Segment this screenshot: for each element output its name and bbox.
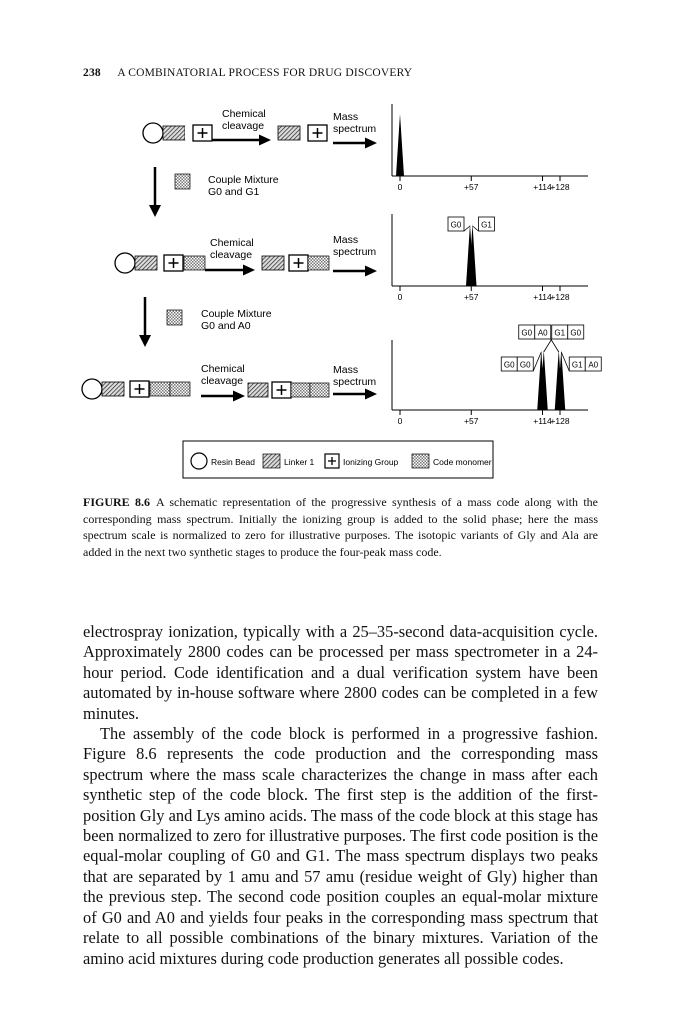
row-3-bead-construct: [82, 379, 190, 399]
coupling-1-line-2: G0 and G1: [208, 186, 260, 198]
legend-resin-bead-icon: [191, 453, 207, 469]
peak-label: G0: [570, 328, 582, 338]
spectrum-label-1b: spectrum: [333, 123, 377, 135]
cleavage-label-1a: Chemical: [222, 108, 266, 120]
peak-label: G1: [554, 328, 566, 338]
spectrum-label-2a: Mass: [333, 234, 359, 246]
cleavage-label-2b: cleavage: [210, 249, 253, 261]
coupling-1-line-1: Couple Mixture: [208, 174, 279, 186]
spectrum-tick-label: +57: [464, 182, 479, 192]
row-1-bead-construct: [143, 123, 212, 143]
mass-spectrum-1: [392, 104, 588, 192]
code-monomer-icon: [175, 174, 190, 189]
spectrum-tick-label: +57: [464, 292, 479, 302]
resin-bead-icon: [143, 123, 163, 143]
peak-label: G0: [521, 328, 533, 338]
mass-spectrum-2: [392, 214, 588, 302]
coupling-2-line-1: Couple Mixture: [201, 308, 272, 320]
spectrum-label-2b: spectrum: [333, 246, 377, 258]
body-paragraph-1: electrospray ionization, typically with a 25–35-second data-acquisition cycle. Approximately 2800 codes can be processed per mass spectrometer in a 24-hour period. Code identification and a dual verification system have been automated by in-house software where 2800 codes can be completed in a few minutes.: [83, 622, 598, 723]
spectrum-tick-label: +114: [533, 292, 552, 302]
peak-label: A0: [588, 360, 599, 370]
running-title: A COMBINATORIAL PROCESS FOR DRUG DISCOVERY: [117, 67, 413, 79]
row-3-cleavage-arrow: [201, 363, 245, 402]
legend-code-monomer-icon: [412, 454, 429, 468]
spectrum-label-3b: spectrum: [333, 376, 377, 388]
row-1-cleavage-arrow: [212, 108, 271, 146]
spectrum-tick-label: +57: [464, 416, 479, 426]
peak-label-leader: [544, 339, 552, 352]
figure-caption: [83, 494, 598, 560]
cleavage-label-3b: cleavage: [201, 375, 244, 387]
page-number: 238: [83, 67, 101, 79]
row-3-spectrum-arrow: [333, 364, 377, 400]
cleavage-label-2a: Chemical: [210, 237, 254, 249]
body-text: [83, 622, 598, 969]
spectrum-tick-label: +114: [533, 182, 552, 192]
figure-8-6: [0, 96, 678, 486]
cleavage-label-1b: cleavage: [222, 120, 265, 132]
legend-code-monomer-label: Code monomer: [433, 457, 492, 467]
peak-label-leader: [464, 226, 470, 231]
spectrum-tick-label: 0: [397, 416, 403, 426]
running-header: [83, 67, 412, 79]
peak-label: G0: [450, 220, 462, 230]
coupling-step-2: [139, 297, 272, 347]
spectrum-tick-label: +114: [533, 416, 552, 426]
spectrum-tick-label: +128: [550, 416, 570, 426]
coupling-step-1: [149, 167, 279, 217]
row-2-spectrum-arrow: [333, 234, 377, 277]
legend-resin-bead-label: Resin Bead: [211, 457, 255, 467]
spectrum-label-1a: Mass: [333, 111, 359, 123]
cleavage-label-3a: Chemical: [201, 363, 245, 375]
linker-icon: [163, 126, 185, 140]
peak-label-leader: [473, 226, 479, 231]
peak-label: G0: [503, 360, 515, 370]
legend: [183, 441, 493, 478]
peak-label: A0: [537, 328, 548, 338]
spectrum-tick-label: 0: [397, 182, 403, 192]
row-3-cleaved-fragment: [248, 382, 329, 398]
mass-spectrum-3: [392, 325, 601, 426]
peak-label: G1: [571, 360, 583, 370]
peak-label: G1: [481, 220, 492, 230]
spectrum-tick-label: 0: [397, 292, 403, 302]
peak-label: G0: [519, 360, 531, 370]
row-2-cleaved-fragment: [262, 255, 329, 271]
body-paragraph-2: The assembly of the code block is performed in a progressive fashion. Figure 8.6 represents the code production and the corresponding mass spectrum where the mass scale characterizes the change in mass after each synthetic step of the code block. The first step is the addition of the first-position Gly and Lys amino acids. The mass of the code block at this stage has been normalized to zero for illustrative purposes. The first code position is the equal-molar coupling of G0 and G1. The mass spectrum displays two peaks that are separated by 1 amu and 57 amu (residue weight of Gly) higher than the previous step. The second code position couples an equal-molar mixture of G0 and A0 and yields four peaks in the corresponding mass spectrum that relate to all possible combinations of the binary mixtures. Variation of the amino acid mixtures during code production generates all possible codes.: [83, 724, 598, 968]
coupling-2-line-2: G0 and A0: [201, 320, 251, 332]
figure-caption-text: A schematic representation of the progressive synthesis of a mass code along with the corresponding mass spectrum. Initially the ionizing group is added to the solid phase; here the mass spectrum scale is normalized to zero for illustrative purposes. The isotopic variants of Gly and Ala are added in the next two synthetic stages to produce the four-peak mass code.: [83, 495, 598, 559]
row-1-spectrum-arrow: [333, 111, 377, 149]
spectrum-tick-label: +128: [550, 292, 570, 302]
row-1-cleaved-fragment: [278, 125, 327, 141]
legend-ionizing-group-label: Ionizing Group: [343, 457, 399, 467]
legend-linker-label: Linker 1: [284, 457, 315, 467]
row-2-bead-construct: [115, 253, 205, 273]
spectrum-tick-label: +128: [550, 182, 570, 192]
spectrum-label-3a: Mass: [333, 364, 359, 376]
row-2-cleavage-arrow: [205, 237, 255, 276]
peak-label-leader: [551, 339, 559, 352]
legend-linker-icon: [263, 454, 280, 468]
spectrum-peak: [396, 114, 404, 176]
figure-caption-label: FIGURE 8.6: [83, 495, 151, 509]
